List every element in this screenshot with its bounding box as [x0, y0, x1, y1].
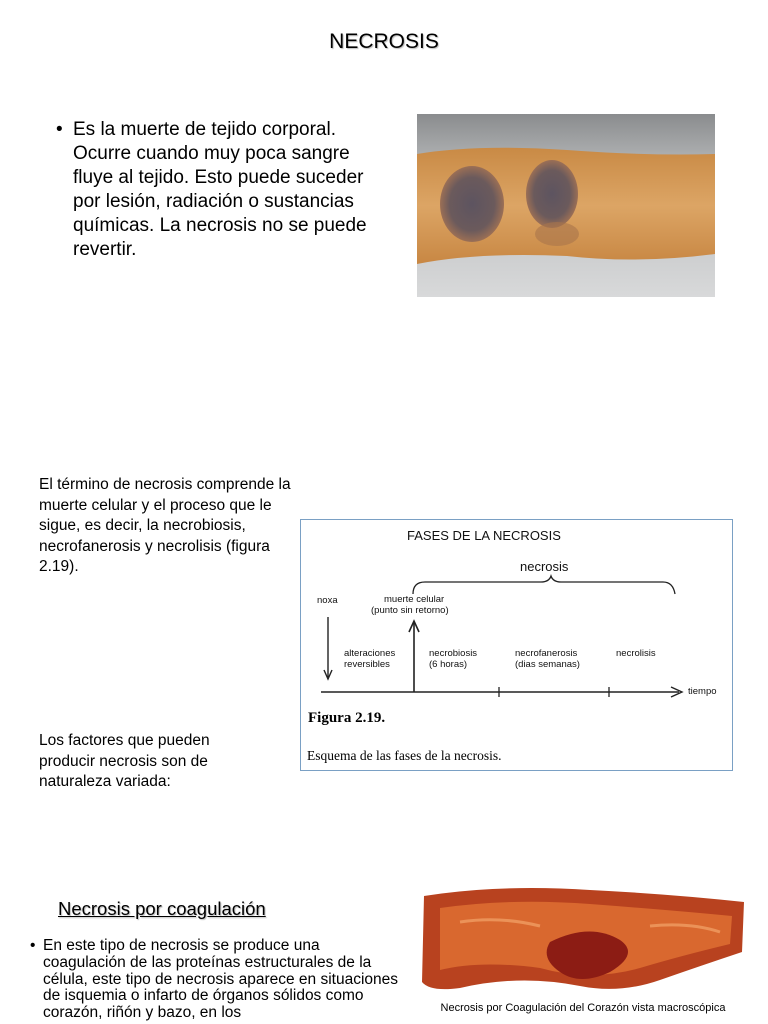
bullet-dot: •	[30, 937, 36, 954]
figure-caption: Esquema de las fases de la necrosis.	[307, 748, 502, 763]
bullet-dot: •	[56, 119, 63, 140]
heart-necrosis-photo	[420, 882, 746, 1000]
tiempo-label: tiempo	[688, 686, 717, 697]
necrosis-description: El término de necrosis comprende la muerte celular y el proceso que le sigue, es decir, la necrobiosis, necrofanerosis y necrolisis (figura 2.19).	[39, 476, 291, 575]
heart-photo-caption: Necrosis por Coagulación del Corazón vista macroscópica	[440, 1002, 726, 1014]
intro-text: Es la muerte de tejido corporal. Ocurre cuando muy poca sangre fluye al tejido. Esto puede suceder por lesión, radiación o sustancias químicas. La necrosis no se puede revertir.	[73, 119, 367, 260]
coagulation-bullet	[30, 938, 402, 1022]
alteraciones-label-2: reversibles	[344, 659, 390, 670]
figure-number: Figura 2.19.	[308, 710, 386, 726]
brace-label: necrosis	[520, 559, 569, 574]
muerte-label-2: (punto sin retorno)	[371, 605, 449, 616]
factors-text: Los factores que pueden producir necrosis son de naturaleza variada:	[39, 732, 210, 790]
necrolisis-label: necrolisis	[616, 648, 656, 659]
coagulation-text: En este tipo de necrosis se produce una coagulación de las proteínas estructurales de la célula, este tipo de necrosis aparece en situaciones de isquemia o infarto de órganos sólidos como corazón, riñón y bazo, en los	[43, 937, 398, 1022]
leg-lesion-photo	[417, 114, 715, 297]
necrobiosis-label-2: (6 horas)	[429, 659, 468, 670]
necrosis-brace	[413, 576, 675, 594]
alteraciones-label-1: alteraciones	[344, 648, 396, 659]
necrosis-phases-figure	[300, 519, 733, 771]
muerte-label-1: muerte celular	[384, 594, 445, 605]
page-title: NECROSIS	[329, 30, 439, 53]
necrofanerosis-label-2: (dias semanas)	[515, 659, 580, 670]
figure-heading: FASES DE LA NECROSIS	[407, 528, 561, 543]
section-title: Necrosis por coagulación	[58, 898, 266, 919]
necrofanerosis-label-1: necrofanerosis	[515, 648, 578, 659]
noxa-label: noxa	[317, 595, 338, 606]
necrobiosis-label-1: necrobiosis	[429, 648, 478, 659]
intro-bullet	[56, 118, 386, 262]
